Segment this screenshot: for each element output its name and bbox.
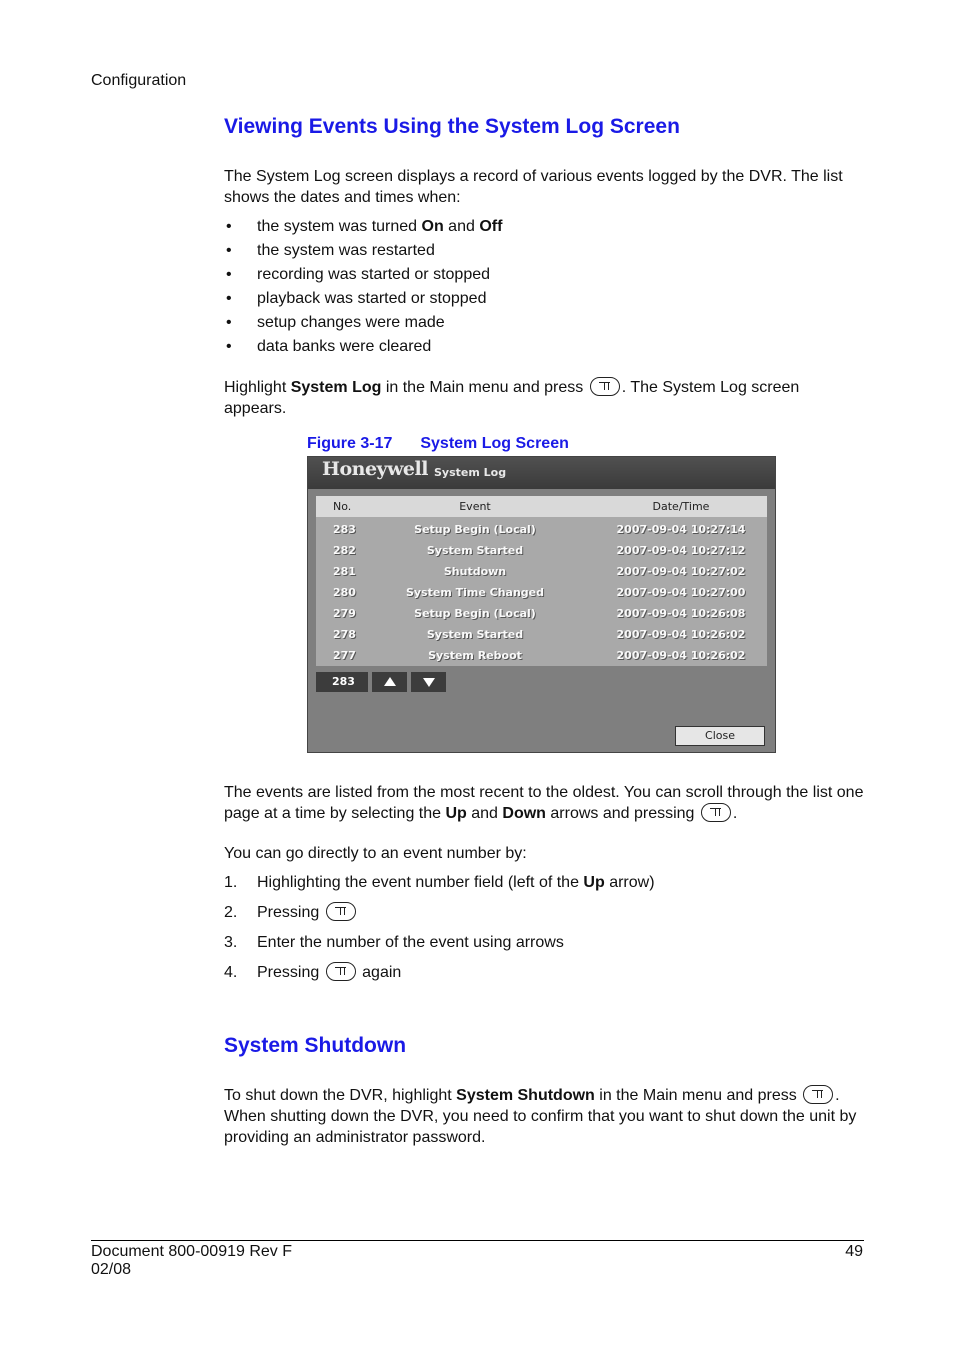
document-date: 02/08 xyxy=(91,1261,132,1278)
enter-button-icon xyxy=(590,377,620,396)
highlight-instruction: Highlight System Log in the Main menu and press . The System Log screen appears. xyxy=(224,379,800,417)
list-item: • playback was started or stopped xyxy=(224,288,864,312)
page-number: 49 xyxy=(845,1243,863,1260)
table-row[interactable]: 278 System Started 2007-09-04 10:26:02 xyxy=(333,628,746,641)
shutdown-paragraph: To shut down the DVR, highlight System Shutdown in the Main menu and press . When shutting down the DVR, you need to confirm that you want to shut down the unit by providing an administrator password. xyxy=(224,1087,857,1146)
column-header-datetime: Date/Time xyxy=(652,500,710,513)
table-header xyxy=(316,496,767,517)
running-header: Configuration xyxy=(91,72,187,89)
figure-title: System Log Screen xyxy=(420,435,569,452)
list-item: • setup changes were made xyxy=(224,312,864,336)
enter-button-icon xyxy=(326,962,356,981)
list-item: • the system was turned On and Off xyxy=(224,216,864,240)
list-item: • recording was started or stopped xyxy=(224,264,864,288)
footer-document-info xyxy=(91,1243,292,1279)
list-item: 4. Pressing again xyxy=(224,964,402,981)
screen-title: System Log xyxy=(434,466,507,479)
table-row[interactable]: 283 Setup Begin (Local) 2007-09-04 10:27:14 xyxy=(333,523,746,536)
goto-intro: You can go directly to an event number by: xyxy=(224,845,527,862)
enter-button-icon xyxy=(803,1085,833,1104)
table-row[interactable]: 282 System Started 2007-09-04 10:27:12 xyxy=(333,544,746,557)
column-header-event: Event xyxy=(459,500,491,513)
document-number: Document 800-00919 Rev F xyxy=(91,1243,292,1260)
figure-number: Figure 3-17 xyxy=(307,435,393,452)
screen-title-bar xyxy=(308,457,775,489)
log-table xyxy=(316,496,767,666)
honeywell-logo: Honeywell xyxy=(322,458,428,480)
goto-steps-list xyxy=(224,872,864,992)
up-arrow-button[interactable] xyxy=(372,672,407,692)
section-heading-system-shutdown: System Shutdown xyxy=(224,1034,407,1057)
footer-divider xyxy=(91,1240,864,1241)
list-item: 3. Enter the number of the event using arrows xyxy=(224,934,564,951)
column-header-no: No. xyxy=(333,500,352,513)
table-row[interactable]: 279 Setup Begin (Local) 2007-09-04 10:26:08 xyxy=(333,607,746,620)
enter-button-icon xyxy=(701,803,731,822)
arrow-up-icon xyxy=(384,677,396,686)
section-heading-system-log: Viewing Events Using the System Log Screen xyxy=(224,115,680,138)
list-item: 2. Pressing xyxy=(224,902,864,932)
table-row[interactable]: 277 System Reboot 2007-09-04 10:26:02 xyxy=(333,649,746,662)
list-item: 1. Highlighting the event number field (left of the Up arrow) xyxy=(224,874,655,891)
event-number-field[interactable]: 283 xyxy=(316,672,368,692)
scroll-paragraph: The events are listed from the most recent to the oldest. You can scroll through the list one page at a time by selecting the Up and Down arrows and pressing . xyxy=(224,784,864,822)
table-row[interactable]: 280 System Time Changed 2007-09-04 10:27:00 xyxy=(333,586,746,599)
list-item: • the system was restarted xyxy=(224,240,864,264)
enter-button-icon xyxy=(326,902,356,921)
table-row[interactable]: 281 Shutdown 2007-09-04 10:27:02 xyxy=(333,565,746,578)
list-item: • data banks were cleared xyxy=(224,336,864,360)
down-arrow-button[interactable] xyxy=(411,672,446,692)
system-log-screen xyxy=(307,456,776,753)
arrow-down-icon xyxy=(423,678,435,687)
close-button[interactable]: Close xyxy=(675,726,765,746)
event-types-list xyxy=(224,216,864,360)
figure-caption xyxy=(307,435,569,453)
intro-paragraph: The System Log screen displays a record of various events logged by the DVR. The list shows the dates and times when: xyxy=(224,168,843,206)
